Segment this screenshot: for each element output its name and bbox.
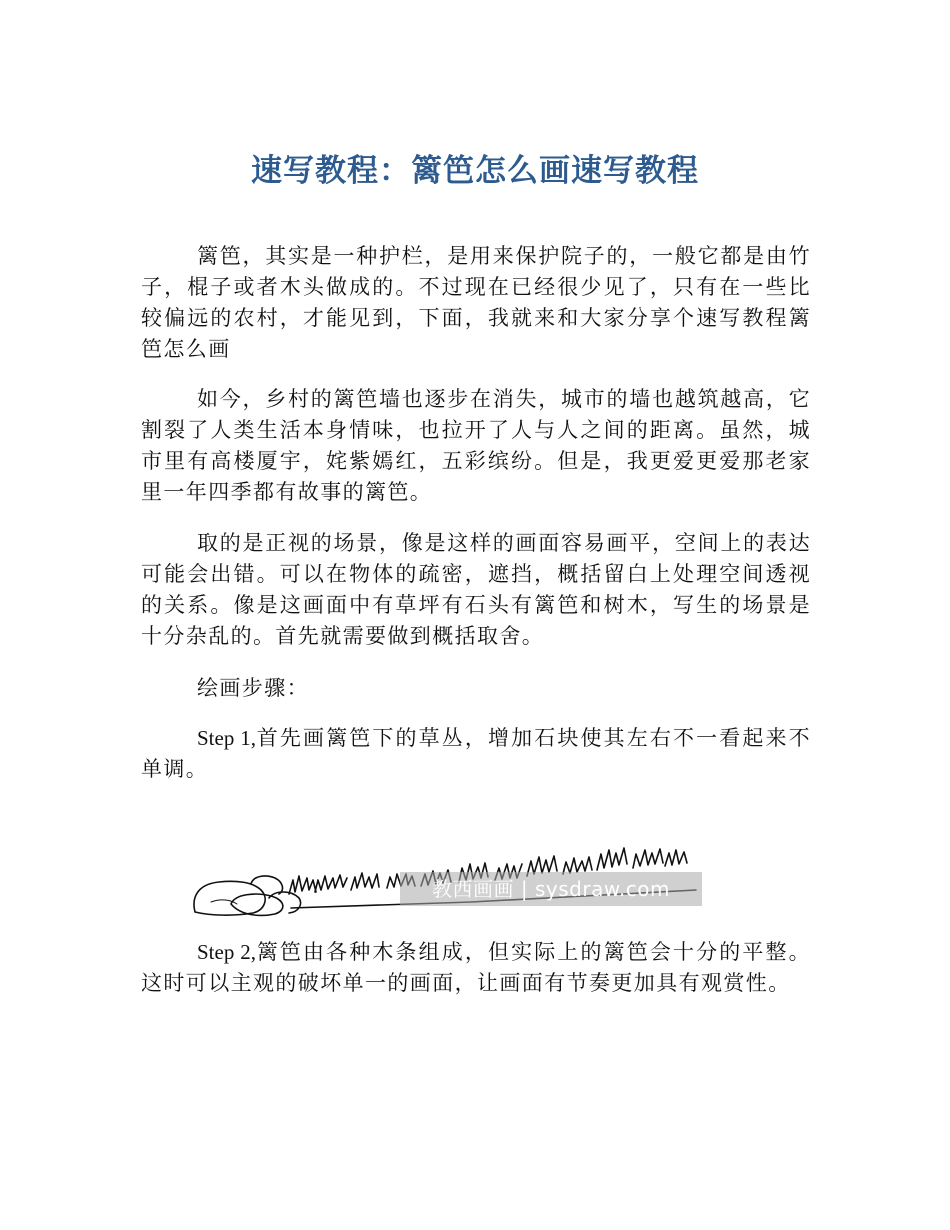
paragraph-composition: 取的是正视的场景，像是这样的画面容易画平，空间上的表达可能会出错。可以在物体的疏密，遮挡，概括留白上处理空间透视的关系。像是这画面中有草坪有石头有篱笆和树木，写生的场景是十分杂乱的。首先就需要做到概括取舍。 (141, 531, 811, 648)
page-title: 速写教程：篱笆怎么画速写教程 (251, 153, 699, 189)
step-2-text: 篱笆由各种木条组成，但实际上的篱笆会十分的平整。这时可以主观的破坏单一的画面，让画面有节奏更加具有观赏性。 (141, 940, 811, 995)
rock-left (194, 881, 265, 915)
paragraph-steps-heading: 绘画步骤： (197, 676, 309, 700)
watermark: 教西画画 | sysdraw.com (400, 872, 702, 906)
paragraph-intro: 篱笆，其实是一种护栏，是用来保护院子的，一般它都是由竹子，棍子或者木头做成的。不过现在已经很少见了，只有在一些比较偏远的农村，才能见到，下面，我就来和大家分享个速写教程篱笆怎么画 (141, 244, 811, 361)
step-2-paragraph (141, 937, 811, 999)
rock-right (269, 892, 301, 913)
paragraph-disappearing-fences: 如今，乡村的篱笆墙也逐步在消失，城市的墙也越筑越高，它割裂了人类生活本身情味，也拉开了人与人之间的距离。虽然，城市里有高楼厦宇，姹紫嫣红，五彩缤纷。但是，我更爱更爱那老家里一年四季都有故事的篱笆。 (141, 387, 811, 504)
rock-top (251, 876, 282, 894)
step-1-label: Step 1, (197, 726, 257, 750)
step-1-paragraph (141, 723, 811, 785)
step-2-label: Step 2, (197, 940, 257, 964)
step-1-text: 首先画篱笆下的草丛，增加石块使其左右不一看起来不单调。 (141, 726, 811, 781)
